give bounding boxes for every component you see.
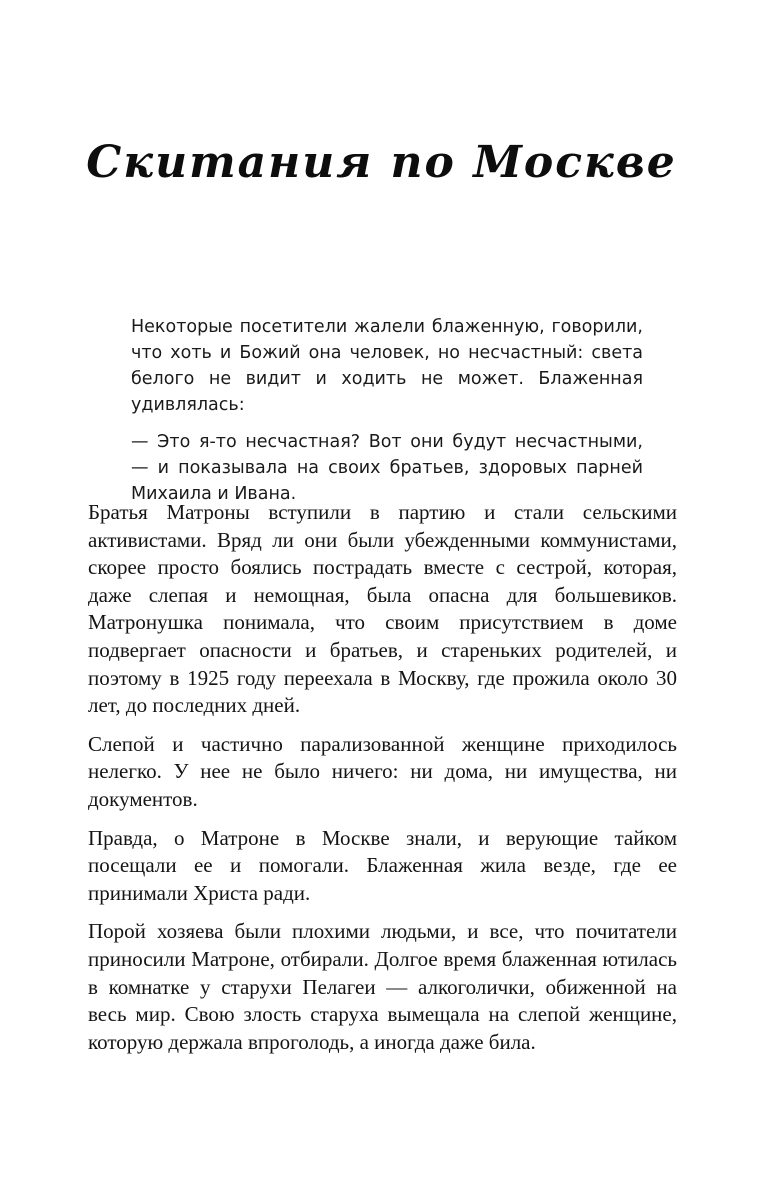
body-paragraph: Правда, о Матроне в Москве знали, и верующие тайком посещали ее и помогали. Блаженная жила везде, где ее принимали Христа ради. bbox=[88, 825, 677, 905]
body-paragraph: Братья Матроны вступили в партию и стали сельскими активистами. Вряд ли они были убежденными коммунистами, скорее просто боялись пострадать вместе с сестрой, которая, даже слепая и немощная, была опасна для большевиков. Матронушка понимала, что своим присутствием в доме подвергает опасности и братьев, и стареньких родителей, и поэтому в 1925 году переехала в Москву, где прожила около 30 лет, до последних дней. bbox=[88, 500, 677, 718]
body-text bbox=[88, 499, 677, 1056]
epigraph-paragraph: Некоторые посетители жалели блаженную, говорили, что хоть и Божий она человек, но несчастный: света белого не видит и ходить не может. Блаженная удивлялась: bbox=[131, 317, 643, 415]
chapter-title: Скитания по Москве bbox=[86, 137, 677, 188]
body-paragraph: Порой хозяева были плохими людьми, и все, что почитатели приносили Матроне, отбирали. Долгое время блаженная ютилась в комнатке у старухи Пелагеи — алкоголички, обиженной на весь мир. Свою злость старуха вымещала на слепой женщине, которую держала впроголодь, а иногда даже била. bbox=[88, 919, 677, 1054]
epigraph-block bbox=[131, 314, 643, 507]
epigraph-paragraph: — Это я-то несчастная? Вот они будут несчастными, — и показывала на своих братьев, здоровых парней Михаила и Ивана. bbox=[131, 432, 643, 504]
body-paragraph: Слепой и частично парализованной женщине приходилось нелегко. У нее не было ничего: ни дома, ни имущества, ни документов. bbox=[88, 731, 677, 811]
